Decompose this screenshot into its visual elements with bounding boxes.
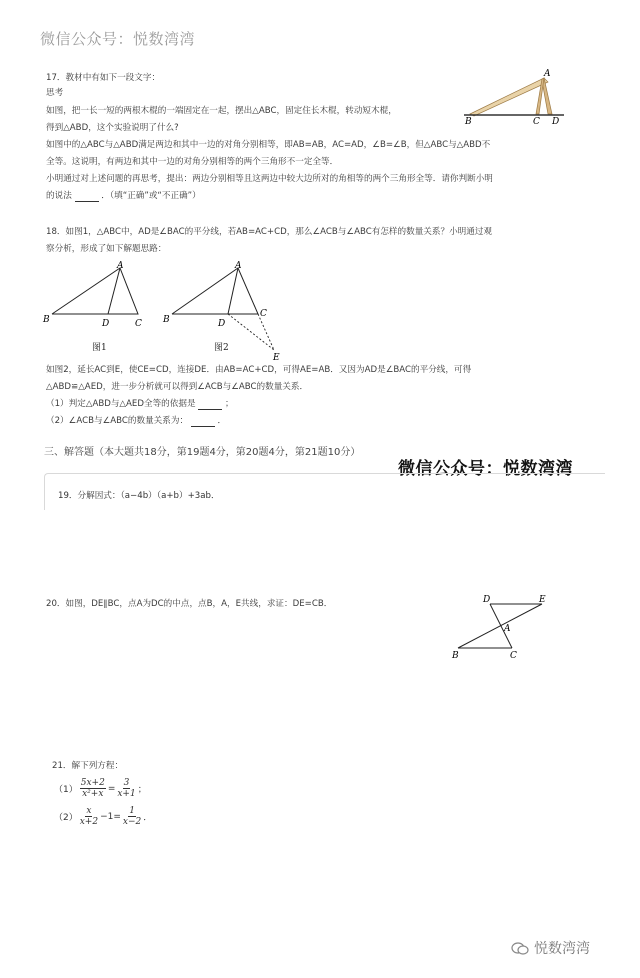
header-watermark: 微信公众号：悦数湾湾 <box>40 30 196 48</box>
q20-label-e: E <box>539 595 546 605</box>
fig1-caption: 图1 <box>92 343 107 353</box>
q18-line-2: 察分析，形成了如下解题思路： <box>46 244 167 254</box>
eq1-lhs-numerator: 5x+2 <box>80 778 105 788</box>
segment-eb <box>458 604 542 648</box>
fig2-label-e: E <box>273 353 280 363</box>
fig1-label-c: C <box>135 319 142 329</box>
q17-line-4: 得到△ABD，这个实验说明了什么? <box>46 123 179 133</box>
q20-text: 20．如图，DE∥BC，点A为DC的中点，点B，A，E共线，求证：DE=CB． <box>46 599 333 609</box>
q18-sub-1-blank[interactable] <box>198 401 222 410</box>
fig2-label-a: A <box>235 261 242 271</box>
triangle-abc <box>52 268 138 314</box>
footer-watermark: 悦数湾湾 <box>534 941 590 957</box>
q17-line-8 <box>46 190 201 202</box>
fig1-label-b: B <box>43 315 50 325</box>
eq2-rhs-numerator: 1 <box>129 806 135 816</box>
q17-label-a: A <box>544 69 551 79</box>
fig2-label-b: B <box>163 315 170 325</box>
eq1-rhs-numerator: 3 <box>123 778 130 788</box>
section-3-title: 三、解答题（本大题共18分，第19题4分，第20题4分，第21题10分） <box>44 447 361 458</box>
q18-analysis-2: △ABD≌△AED，进一步分析就可以得到∠ACB与∠ABC的数量关系． <box>46 382 309 392</box>
q18-sub-2-text: （2）∠ACB与∠ABC的数量关系为： <box>46 416 189 426</box>
q17-line-8-text: 的说法 <box>46 191 72 201</box>
fig2-label-c: C <box>260 309 267 319</box>
q20-label-a: A <box>504 624 511 634</box>
eq2-lhs-numerator: x <box>86 806 92 816</box>
q19-text: 19．分解因式：（a−4b）（a+b）+3ab． <box>58 491 220 501</box>
q18-sub-1-suffix: ； <box>225 399 234 409</box>
eq1-end: ； <box>137 785 147 795</box>
fig2-label-d: D <box>218 319 226 329</box>
q17-line-7: 小明通过对上述问题的再思考，提出：两边分别相等且这两边中较大边所对的角相等的两个三角形全等．请你判断小明 <box>46 174 493 184</box>
q21-title: 21．解下列方程： <box>52 761 124 771</box>
bisector-ad-2 <box>228 268 238 314</box>
q20-label-c: C <box>510 651 517 661</box>
q18-sub-1 <box>46 398 234 410</box>
q18-sub-2 <box>46 415 226 427</box>
wechat-icon <box>510 940 530 960</box>
extension-ce <box>258 314 274 350</box>
eq1-equals: = <box>107 783 116 794</box>
q17-answer-blank[interactable] <box>75 193 99 202</box>
eq2-rhs-denominator: x−2 <box>122 817 142 827</box>
body-watermark: 微信公众号：悦数湾湾 <box>398 459 573 479</box>
eq1-rhs-denominator: x+1 <box>117 789 136 799</box>
q17-line-1: 17．教材中有如下一段文字： <box>46 73 161 83</box>
q18-line-1: 18．如图1，△ABC中，AD是∠BAC的平分线，若AB=AC+CD，那么∠ACB与∠ABC有怎样的数量关系？小明通过观 <box>46 227 493 237</box>
q18-analysis-1: 如图2，延长AC到E，使CE=CD，连接DE．由AB=AC+CD，可得AE=AB．又因为AD是∠BAC的平分线，可得 <box>46 365 472 375</box>
q21-equation-2 <box>54 806 152 827</box>
q18-sub-1-text: （1）判定△ABD与△AED全等的依据是 <box>46 399 196 409</box>
q17-line-6: 全等。这说明，有两边和其中一边的对角分别相等的两个三角形不一定全等． <box>46 157 339 167</box>
eq2-index: （2） <box>54 813 78 823</box>
eq2-lhs-fraction <box>80 806 98 827</box>
q17-label-d: D <box>552 117 560 124</box>
triangle-abc-2 <box>172 268 258 314</box>
fig1-label-d: D <box>102 319 110 329</box>
q20-figure <box>448 592 558 664</box>
fig2-caption: 图2 <box>214 343 229 353</box>
q17-line-8-suffix: ．（填“正确”或“不正确”） <box>101 191 201 201</box>
eq2-mid: −1= <box>100 811 121 822</box>
eq1-rhs-fraction <box>117 778 135 799</box>
eq2-end: ． <box>143 813 153 823</box>
q17-line-5: 如图中的△ABC与△ABD满足两边和其中一边的对角分别相等，即AB=AB，AC=AD，∠B=∠B，但△ABC与△ABD不 <box>46 140 491 150</box>
q17-line-2: 思考 <box>46 88 64 98</box>
eq2-lhs-denominator: x+2 <box>79 817 99 827</box>
q17-stick-figure <box>460 66 570 124</box>
q18-figure-1 <box>40 258 150 338</box>
q20-label-d: D <box>483 595 491 605</box>
fig1-label-a: A <box>117 261 124 271</box>
q17-label-c: C <box>533 117 540 124</box>
q18-sub-2-blank[interactable] <box>191 418 215 427</box>
q20-label-b: B <box>452 651 459 661</box>
q21-equation-1 <box>54 778 147 799</box>
q18-sub-2-suffix: ． <box>217 416 227 426</box>
q17-line-3: 如图，把一长一短的两根木棍的一端固定在一起，摆出△ABC，固定住长木棍，转动短木棍， <box>46 106 397 116</box>
segment-de <box>228 314 274 350</box>
q17-label-b: B <box>465 117 472 124</box>
eq2-rhs-fraction <box>123 806 141 827</box>
eq1-lhs-denominator: x²+x <box>82 789 104 799</box>
eq1-lhs-fraction <box>80 778 106 799</box>
eq1-index: （1） <box>54 785 78 795</box>
